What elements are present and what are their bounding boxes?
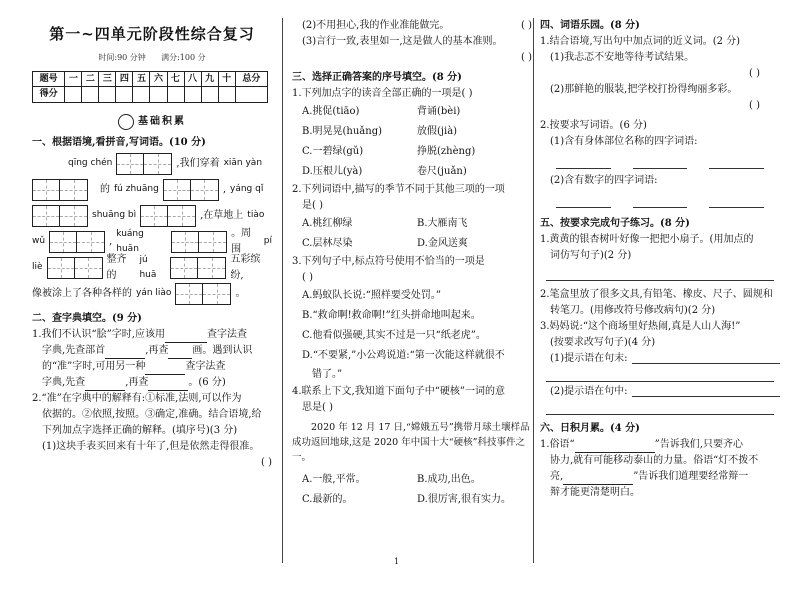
options-grid bbox=[292, 214, 532, 254]
score-cell: 九 bbox=[201, 71, 218, 86]
char-boxes[interactable] bbox=[49, 231, 105, 253]
score-cell: 七 bbox=[167, 71, 184, 86]
question-text: ( ) bbox=[302, 272, 313, 283]
answer-blank[interactable] bbox=[85, 380, 125, 391]
page-title: 第一~四单元阶段性综合复习 bbox=[49, 25, 255, 43]
pinyin-row bbox=[32, 281, 272, 307]
options-grid bbox=[292, 102, 532, 182]
question-text: 是( ) bbox=[302, 200, 323, 211]
options-grid bbox=[292, 470, 532, 510]
score-cell: 十 bbox=[218, 71, 235, 86]
score-cell: 总分 bbox=[235, 71, 267, 86]
score-input[interactable] bbox=[133, 87, 150, 102]
pinyin: jú huā bbox=[139, 255, 157, 280]
option[interactable]: B.明晃晃(huǎng) bbox=[302, 126, 383, 137]
char-boxes[interactable] bbox=[32, 179, 88, 201]
answer-line[interactable] bbox=[709, 191, 764, 208]
option[interactable]: D.“不要紧,”小公鸡说道:“第一次能这样就很不 bbox=[302, 350, 505, 361]
section-heading: 二、查字典填空。(9 分) bbox=[32, 312, 142, 324]
char-boxes[interactable] bbox=[163, 179, 219, 201]
sentence-text: , bbox=[109, 235, 113, 247]
answer-line[interactable] bbox=[556, 191, 611, 208]
question-text: 依据的。②依照,按照。③确定,准确。结合语境,给 bbox=[42, 408, 262, 420]
exam-meta bbox=[32, 52, 272, 65]
answer-line[interactable] bbox=[633, 191, 688, 208]
char-boxes[interactable] bbox=[171, 231, 227, 253]
answer-blank[interactable] bbox=[575, 442, 655, 453]
pinyin: shuāng bì bbox=[92, 210, 137, 221]
pinyin: tiào bbox=[247, 210, 265, 221]
answer-blank[interactable] bbox=[165, 332, 207, 343]
question-text: (3)言行一致,表里如一,这是做人的基本准则。 bbox=[302, 36, 503, 47]
score-cell: 三 bbox=[99, 71, 116, 86]
score-cell: 八 bbox=[184, 71, 201, 86]
question-text: (按要求改写句子)(4 分) bbox=[550, 337, 656, 348]
question-text: (1)含有身体部位名称的四字词语: bbox=[550, 136, 698, 147]
question-text: (1)这块手表买回来有十年了,但是依然走得很准。 bbox=[42, 440, 260, 452]
pinyin: qīng chén bbox=[68, 158, 113, 169]
question-text: 亮, ”告诉我们道理要经常辩一 bbox=[540, 469, 780, 485]
answer-lines bbox=[540, 189, 780, 212]
option[interactable]: A.一般,平常。 bbox=[302, 473, 366, 485]
option[interactable]: A.桃红柳绿 bbox=[302, 218, 353, 229]
answer-line[interactable] bbox=[546, 367, 774, 382]
section-badge bbox=[106, 113, 198, 131]
pinyin-row bbox=[32, 255, 272, 281]
time-limit: 时间:90 分钟 bbox=[98, 53, 146, 62]
column-divider bbox=[282, 18, 283, 563]
option[interactable]: B.大雁南飞 bbox=[417, 218, 468, 229]
question-text: 3.妈妈说:“这个商场里好热闹,真是人山人海!” bbox=[540, 321, 741, 332]
question-text: 2.“准”在字典中的解释有:①标准,法则,可以作为 bbox=[32, 392, 242, 404]
pinyin-row bbox=[32, 151, 272, 177]
answer-paren[interactable]: ( ) bbox=[261, 456, 272, 468]
column-right bbox=[540, 0, 780, 598]
char-boxes[interactable] bbox=[170, 257, 226, 279]
sentence-text: 。 bbox=[235, 287, 246, 299]
question-text: 1.结合语境,写出句中加点词的近义词。(2 分) bbox=[540, 36, 741, 47]
score-input[interactable] bbox=[201, 87, 218, 102]
question-text: (2)不用担心,我的作业准能做完。 ( ) bbox=[292, 18, 532, 34]
option[interactable]: C.最新的。 bbox=[302, 493, 353, 505]
option[interactable]: B.成功,出色。 bbox=[417, 473, 481, 485]
score-cell: 二 bbox=[82, 71, 99, 86]
score-cell: 一 bbox=[65, 71, 82, 86]
badge-label: 基础积累 bbox=[138, 115, 186, 127]
question-text: (2)含有数字的四字词语: bbox=[550, 175, 658, 186]
option[interactable]: D.金风送爽 bbox=[417, 238, 468, 249]
pinyin: fú zhuāng bbox=[114, 184, 159, 195]
section-heading: 五、按要求完成句子练习。(8 分) bbox=[540, 218, 690, 229]
answer-lines bbox=[540, 150, 780, 173]
section-heading: 一、根据语境,看拼音,写词语。(10 分) bbox=[32, 136, 206, 148]
section-heading: 三、选择正确答案的序号填空。(8 分) bbox=[292, 72, 462, 83]
score-input[interactable] bbox=[218, 87, 235, 102]
answer-line[interactable] bbox=[633, 152, 688, 169]
answer-blank[interactable] bbox=[148, 380, 188, 391]
sentence-text: 。周围 bbox=[231, 227, 252, 255]
option: 挣脱(zhèng) bbox=[417, 146, 476, 157]
question-text: 2.按要求写词语。(6 分) bbox=[540, 120, 647, 131]
sentence-text: 五彩缤纷, bbox=[230, 253, 261, 281]
score-input[interactable] bbox=[235, 87, 267, 102]
answer-paren[interactable]: ( ) bbox=[749, 68, 760, 79]
answer-line[interactable] bbox=[632, 351, 780, 364]
reading-passage: 2020 年 12 月 17 日,“嫦娥五号”携带月球土壤样品成功返回地球,这是 2020 年中国十大“硬核”科技事件之一。 bbox=[292, 422, 530, 464]
score-input[interactable] bbox=[82, 87, 99, 102]
sentence-text: ,在草地上 bbox=[200, 209, 244, 221]
question-text: 2.下列词语中,描写的季节不同于其他三项的一项 bbox=[292, 184, 505, 195]
char-boxes[interactable] bbox=[32, 205, 88, 227]
page-number: 1 bbox=[394, 557, 400, 566]
answer-line[interactable] bbox=[632, 384, 780, 397]
sentence-text: ,我们穿着 bbox=[176, 157, 220, 169]
sentence-text: , bbox=[222, 183, 226, 195]
question-text: 辩才能更清楚明白。 bbox=[550, 487, 640, 498]
score-cell: 四 bbox=[116, 71, 133, 86]
question-text: 1.下列加点字的读音全部正确的一项是( ) bbox=[292, 88, 473, 99]
answer-paren[interactable]: ( ) bbox=[521, 20, 532, 31]
option[interactable]: A.挑促(tiāo) bbox=[302, 106, 360, 117]
question-text: 词仿写句子)(2 分) bbox=[550, 250, 632, 261]
column-middle bbox=[292, 0, 532, 598]
pinyin: kuáng huān bbox=[116, 229, 144, 254]
answer-line[interactable] bbox=[556, 152, 611, 169]
score-cell: 六 bbox=[150, 71, 167, 86]
column-left bbox=[32, 0, 272, 580]
option: 背诵(bèi) bbox=[417, 106, 461, 117]
option: 卷尺(juǎn) bbox=[417, 166, 467, 177]
answer-line[interactable] bbox=[546, 264, 774, 281]
question-text: 转笔刀。(用修改符号修改病句)(2 分) bbox=[550, 305, 716, 316]
option[interactable]: C.他看似强硬,其实不过是一只“纸老虎”。 bbox=[302, 330, 486, 341]
question-text: 字典,先查部首 ,再查 画。遇到认识 bbox=[32, 343, 272, 359]
question-text: 1.我们不认识“脍”字时,应该用 查字法查 bbox=[32, 327, 272, 343]
option[interactable]: C.一碧绿(gǔ) bbox=[302, 146, 364, 157]
question-text: 字典,先查 ,再查 。(6 分) bbox=[32, 375, 272, 391]
question-text: 1.俗语“ ”告诉我们,只要齐心 bbox=[540, 437, 780, 453]
score-input[interactable] bbox=[65, 87, 82, 102]
score-input[interactable] bbox=[150, 87, 167, 102]
sentence-text: 的 bbox=[100, 183, 110, 195]
answer-paren[interactable]: ( ) bbox=[749, 100, 760, 111]
sentence-text: 整齐的 bbox=[106, 253, 127, 281]
option-continued: 错了。” bbox=[312, 369, 343, 380]
column-divider bbox=[533, 18, 534, 563]
option[interactable]: D.压根儿(yà) bbox=[302, 166, 363, 177]
answer-blank[interactable] bbox=[563, 474, 633, 485]
question-text: 3.下列句子中,标点符号使用不恰当的一项是 bbox=[292, 256, 485, 267]
question-text: 4.联系上下文,我知道下面句子中“硬核”一词的意 bbox=[292, 386, 505, 397]
option[interactable]: C.层林尽染 bbox=[302, 238, 353, 249]
pinyin: wǔ bbox=[32, 236, 46, 247]
score-input[interactable] bbox=[167, 87, 184, 102]
options-list bbox=[292, 286, 532, 384]
question-text: (2)那鲜艳的服装,把学校打扮得绚丽多彩。 bbox=[550, 84, 738, 95]
char-boxes[interactable] bbox=[116, 153, 172, 175]
answer-line[interactable] bbox=[546, 400, 774, 415]
section-heading: 六、日积月累。(4 分) bbox=[540, 423, 640, 434]
option[interactable]: B.“救命啊!救命啊!”红头拼命地叫起来。 bbox=[302, 310, 481, 321]
answer-line[interactable] bbox=[709, 152, 764, 169]
answer-paren[interactable]: ( ) bbox=[521, 52, 532, 63]
question-text: 1.黄黄的银杏树叶好像一把把小扇子。(用加点的 bbox=[540, 234, 754, 245]
score-cell: 得分 bbox=[33, 87, 65, 102]
pinyin: liè bbox=[32, 262, 43, 273]
question-text: 思是( ) bbox=[302, 402, 333, 413]
option: 放假(jià) bbox=[417, 126, 458, 137]
option[interactable]: D.很厉害,很有实力。 bbox=[417, 493, 512, 505]
full-score: 满分:100 分 bbox=[161, 53, 206, 62]
answer-blank[interactable] bbox=[105, 348, 145, 359]
answer-blank[interactable] bbox=[168, 348, 192, 359]
char-boxes[interactable] bbox=[175, 283, 231, 305]
question-text: 的“准”字时,可用另一种 查字法查 bbox=[32, 359, 272, 375]
score-input[interactable] bbox=[116, 87, 133, 102]
question-text: (1)我忐忑不安地等待考试结果。 bbox=[550, 52, 695, 63]
question-text: 2.笔盒里放了很多文具,有铅笔、橡皮、尺子、圆规和 bbox=[540, 289, 773, 300]
question-text: (2)提示语在句中: bbox=[540, 384, 780, 400]
answer-blank[interactable] bbox=[145, 364, 185, 375]
score-input[interactable] bbox=[184, 87, 201, 102]
option[interactable]: A.蚂蚁队长说:“照样要受处罚。” bbox=[302, 290, 441, 301]
sentence-text: 像被涂上了各种各样的 bbox=[32, 287, 132, 299]
pinyin-row bbox=[32, 177, 272, 203]
score-cell: 五 bbox=[133, 71, 150, 86]
pinyin: xiān yàn bbox=[223, 158, 263, 169]
pinyin: yán liào bbox=[136, 288, 172, 299]
section-heading: 四、词语乐园。(8 分) bbox=[540, 20, 640, 31]
score-table-header-row bbox=[33, 71, 268, 86]
pinyin: yáng qǐ bbox=[230, 184, 264, 195]
question-text: 下列加点字选择正确的解释。(填序号)(3 分) bbox=[42, 424, 238, 436]
score-input[interactable] bbox=[99, 87, 116, 102]
question-text: (1)提示语在句末: bbox=[540, 351, 780, 367]
char-boxes[interactable] bbox=[47, 257, 103, 279]
question-text: 协力,就有可能移动泰山的力量。俗语“灯不拨不 bbox=[550, 455, 759, 466]
score-table bbox=[32, 71, 268, 103]
char-boxes[interactable] bbox=[140, 205, 196, 227]
badge-icon bbox=[118, 114, 134, 130]
score-table-score-row bbox=[33, 87, 268, 102]
score-cell: 题号 bbox=[33, 71, 65, 86]
pinyin: pí bbox=[263, 236, 272, 247]
